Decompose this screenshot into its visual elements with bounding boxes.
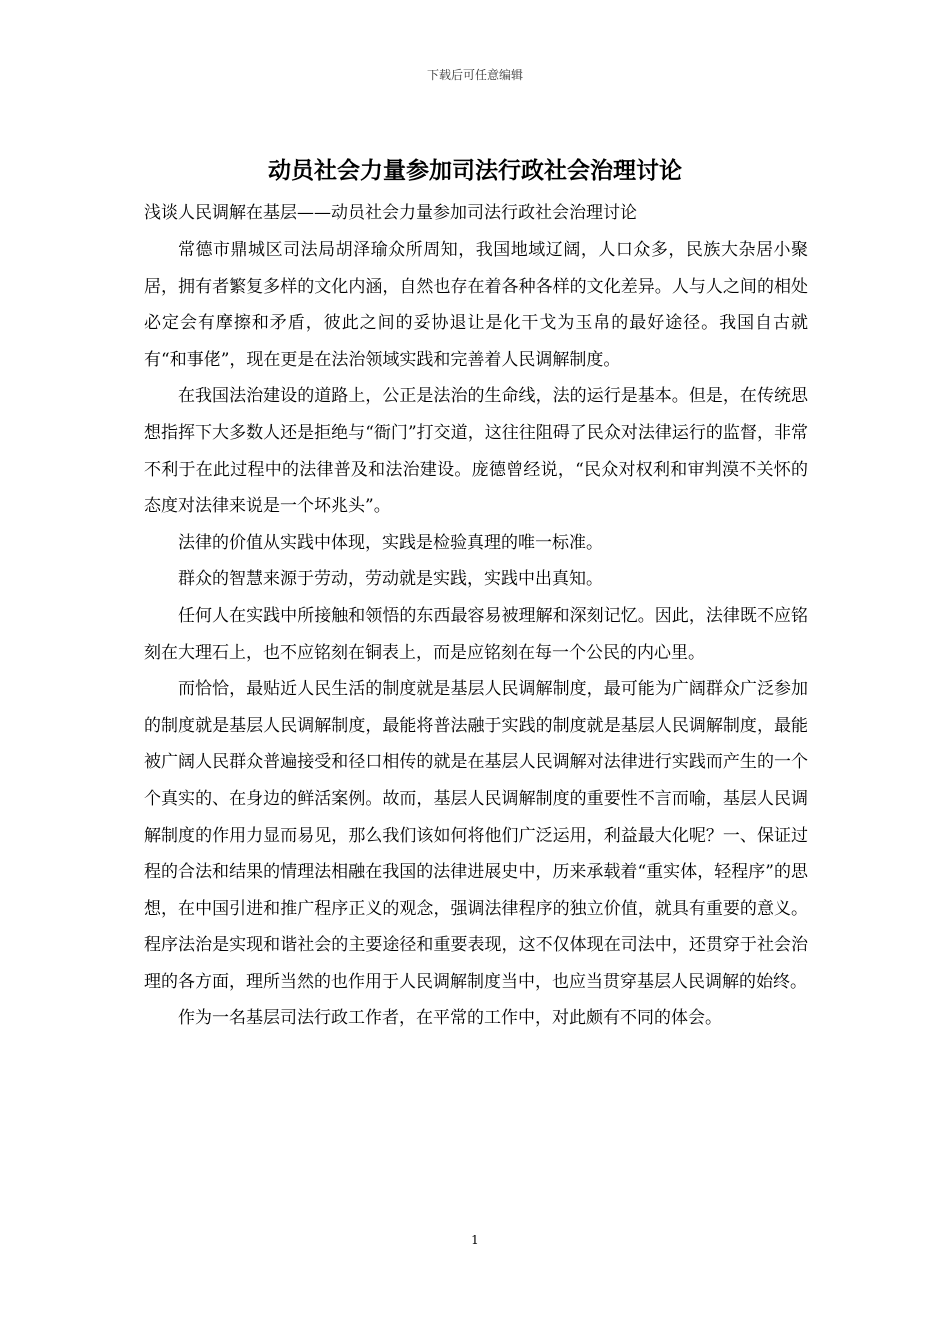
document-subtitle: 浅谈人民调解在基层——动员社会力量参加司法行政社会治理讨论: [144, 203, 637, 223]
document-title: 动员社会力量参加司法行政社会治理讨论: [268, 157, 682, 184]
body-paragraph: 任何人在实践中所接触和领悟的东西最容易被理解和深刻记忆。因此，法律既不应铭刻在大理石上，也不应铭刻在铜表上，而是应铭刻在每一个公民的内心里。: [144, 605, 808, 663]
body-paragraph: 群众的智慧来源于劳动，劳动就是实践，实践中出真知。: [178, 569, 603, 590]
body-paragraph: 而恰恰，最贴近人民生活的制度就是基层人民调解制度，最可能为广阔群众广泛参加的制度就是基层人民调解制度，最能将普法融于实践的制度就是基层人民调解制度，最能被广阔人民群众普遍接受和径口相传的就是在基层人民调解对法律进行实践而产生的一个个真实的、在身边的鲜活案例。故而，基层人民调解制度的重要性不言而喻，基层人民调解制度的作用力显而易见，那么我们该如何将他们广泛运用，利益最大化呢？一、保证过程的合法和结果的情理法相融在我国的法律进展史中，历来承载着“重实体，轻程序”的思想，在中国引进和推广程序正义的观念，强调法律程序的独立价值，就具有重要的意义。程序法治是实现和谐社会的主要途径和重要表现，这不仅体现在司法中，还贯穿于社会治理的各方面，理所当然的也作用于人民调解制度当中，也应当贯穿基层人民调解的始终。: [144, 679, 808, 992]
page-header-note: 下载后可任意编辑: [426, 68, 523, 82]
body-paragraph: 在我国法治建设的道路上，公正是法治的生命线，法的运行是基本。但是，在传统思想指挥下大多数人还是拒绝与“衙门”打交道，这往往阻碍了民众对法律运行的监督，非常不利于在此过程中的法律普及和法治建设。庞德曾经说，“民众对权利和审判漠不关怀的态度对法律来说是一个坏兆头”。: [144, 386, 808, 517]
body-paragraph: 法律的价值从实践中体现，实践是检验真理的唯一标准。: [178, 532, 603, 553]
body-paragraph: 作为一名基层司法行政工作者，在平常的工作中，对此颇有不同的体会。: [178, 1008, 722, 1029]
document-body: [144, 232, 808, 1037]
body-paragraph: 常德市鼎城区司法局胡泽瑜众所周知，我国地域辽阔，人口众多，民族大杂居小聚居，拥有者繁复多样的文化内涵，自然也存在着各种各样的文化差异。人与人之间的相处必定会有摩擦和矛盾，彼此之间的妥协退让是化干戈为玉帛的最好途径。我国自古就有“和事佬”，现在更是在法治领域实践和完善着人民调解制度。: [144, 240, 808, 370]
page-number: 1: [471, 1233, 479, 1247]
